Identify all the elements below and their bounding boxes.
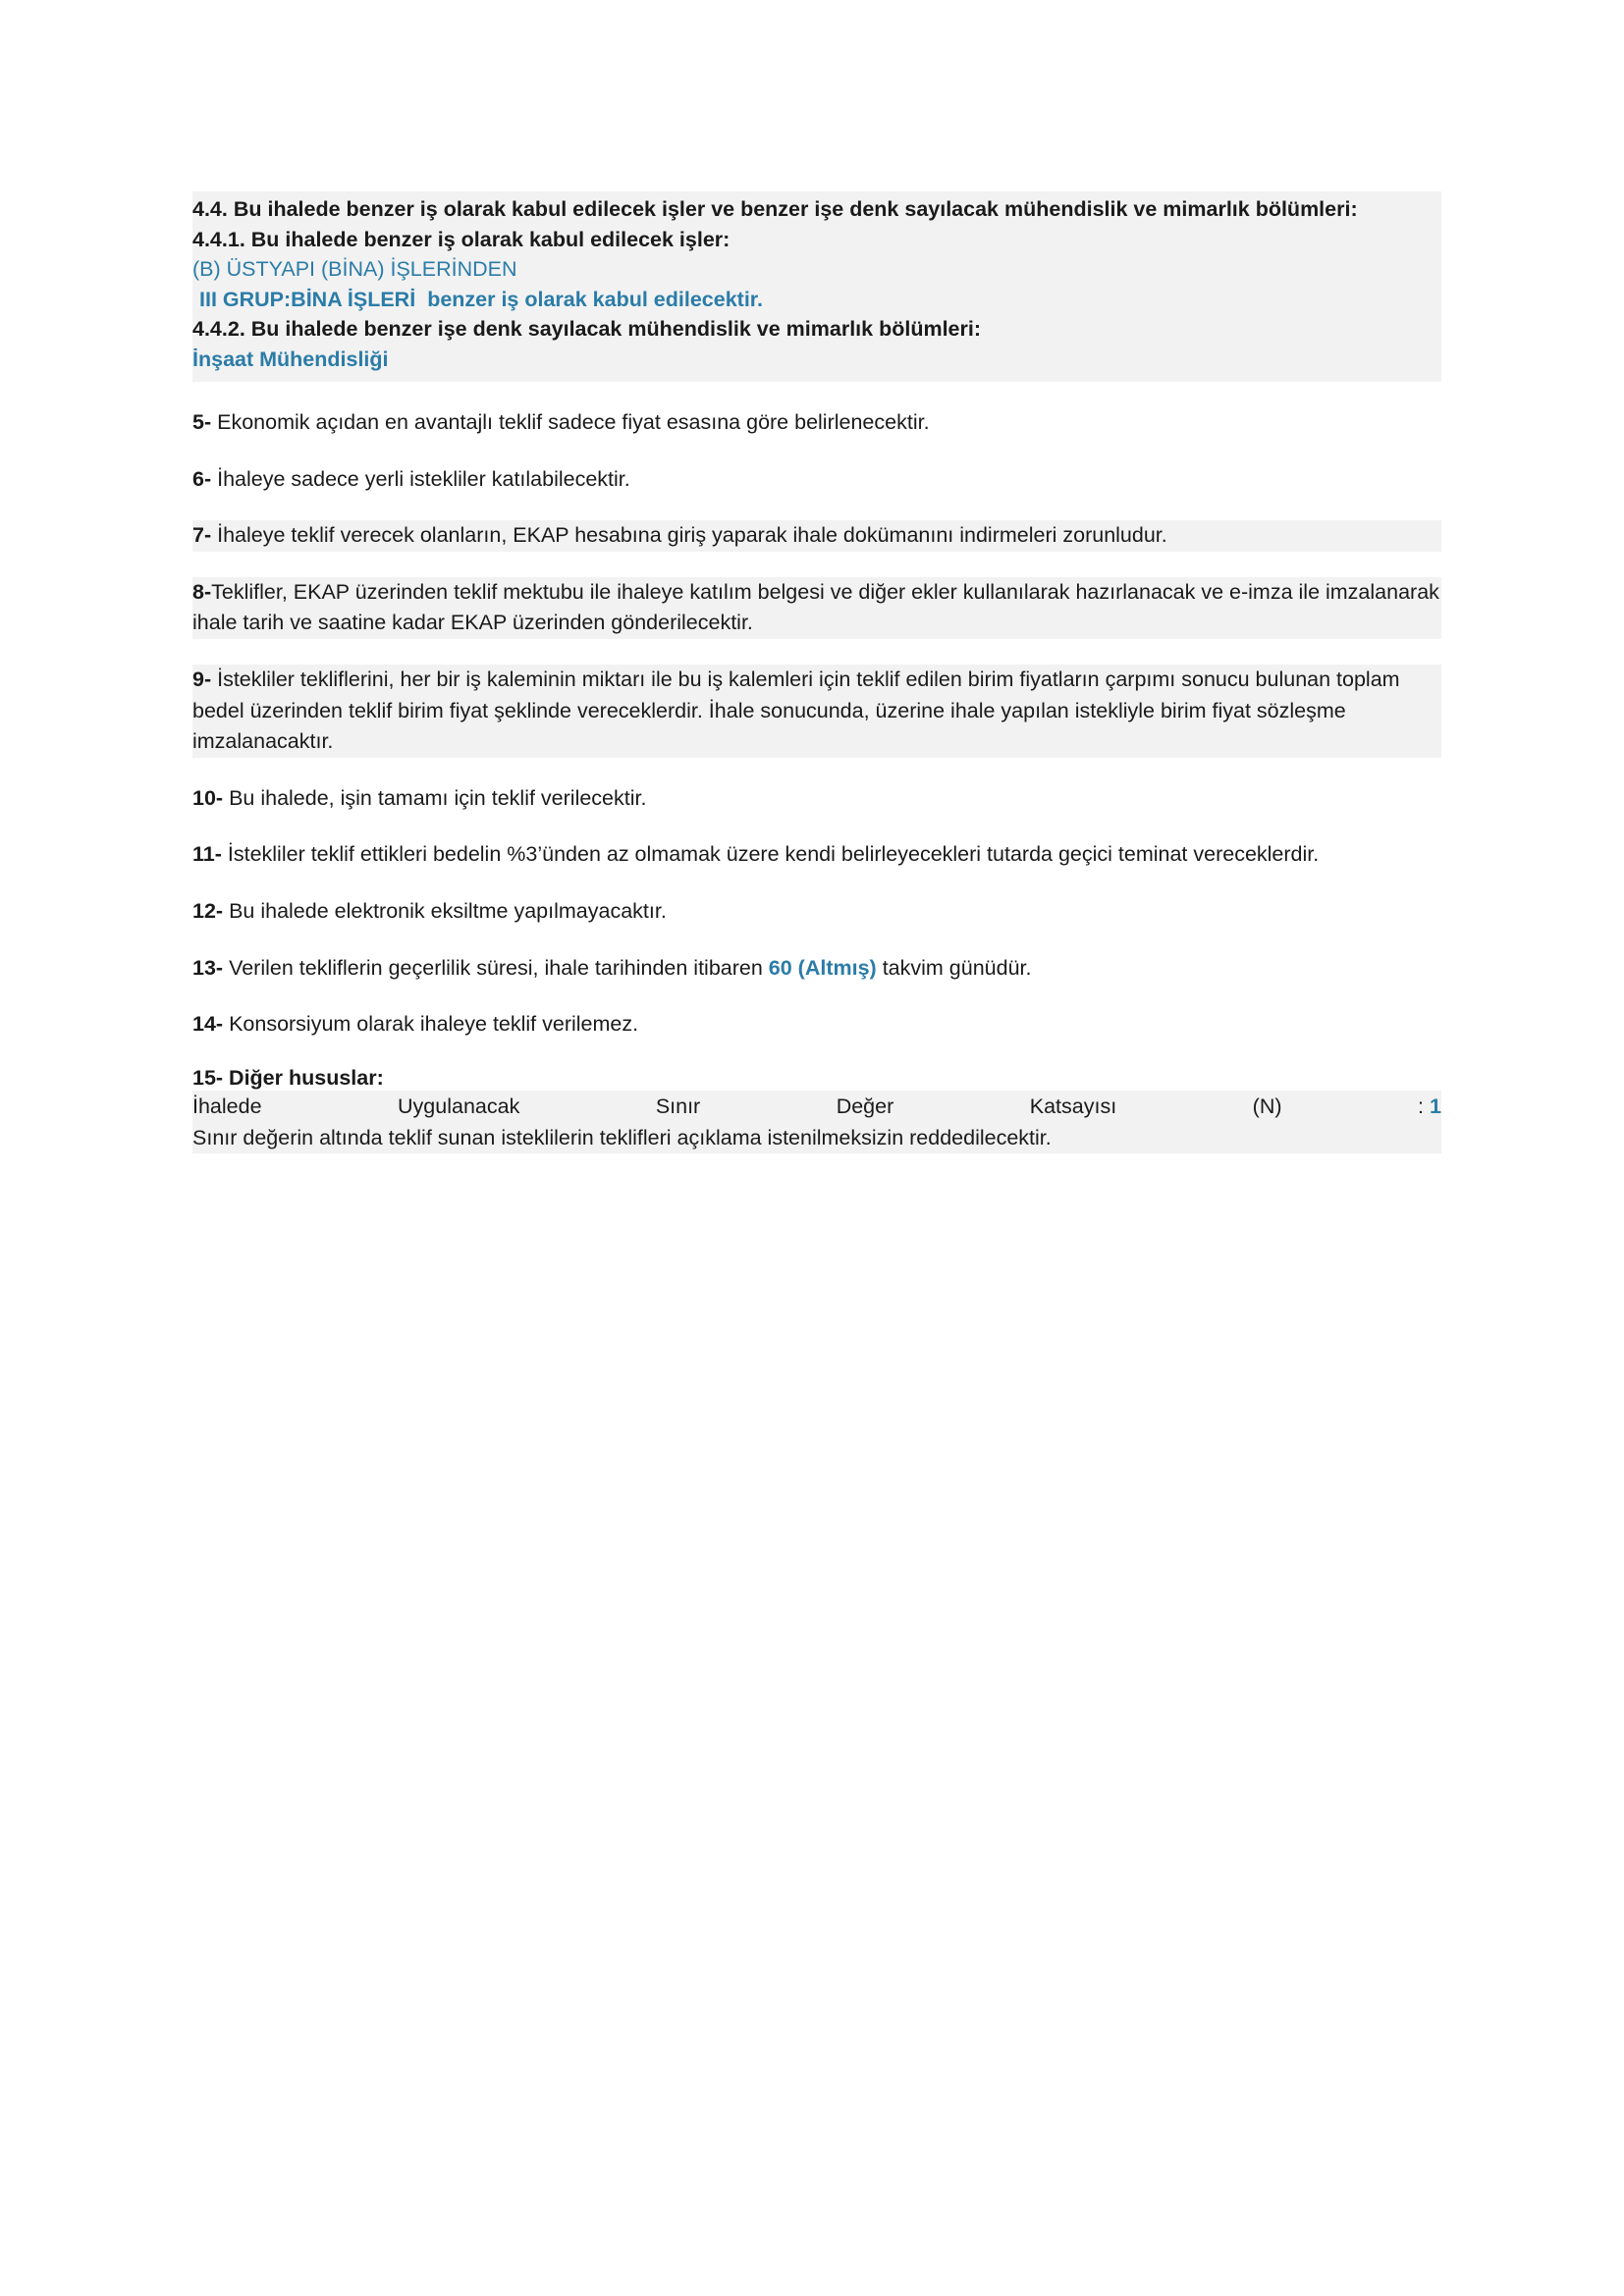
list-item <box>192 896 1441 928</box>
list-item <box>192 953 1441 985</box>
list-item <box>192 665 1441 758</box>
item-14 <box>192 1009 1441 1041</box>
row-word-1: İhalede <box>192 1094 262 1118</box>
item-7 <box>192 520 1441 552</box>
item-6 <box>192 464 1441 496</box>
item-9 <box>192 665 1441 758</box>
section-4-4-2-heading: 4.4.2. Bu ihalede benzer işe denk sayılacak mühendislik ve mimarlık bölümleri: <box>192 317 981 342</box>
item-5 <box>192 407 1441 439</box>
item-8-text: Teklifler, EKAP üzerinden teklif mektubu ile ihaleye katılım belgesi ve diğer ekler kullanılarak hazırlanacak ve e-imza ile imzalanarak ihale tarih ve saatine kadar EKAP üzerinden gönderilecektir. <box>192 579 1439 635</box>
row-word-3: Sınır <box>655 1094 701 1118</box>
group-accepted-text: benzer iş olarak kabul edilecektir. <box>427 287 763 311</box>
item-14-number: 14- <box>192 1012 224 1037</box>
row-word-4: Değer <box>836 1094 894 1118</box>
engineering-branch: İnşaat Mühendisliği <box>192 347 389 371</box>
row-value-group <box>1418 1091 1441 1122</box>
list-item <box>192 839 1441 871</box>
section-4-4-1-heading: 4.4.1. Bu ihalede benzer iş olarak kabul edilecek işler: <box>192 227 731 251</box>
item-12-number: 12- <box>192 899 224 924</box>
item-13 <box>192 953 1441 985</box>
item-13-text-before: Verilen tekliflerin geçerlilik süresi, ihale tarihinden itibaren <box>229 955 763 980</box>
item-13-text-after: takvim günüdür. <box>882 955 1032 980</box>
limit-value-coefficient: 1 <box>1429 1094 1441 1118</box>
item-5-text: Ekonomik açıdan en avantajlı teklif sadece fiyat esasına göre belirlenecektir. <box>217 410 930 435</box>
item-10-text: Bu ihalede, işin tamamı için teklif verilecektir. <box>229 785 647 810</box>
list-item <box>192 783 1441 815</box>
list-item <box>192 1009 1441 1041</box>
item-7-text: İhaleye teklif verecek olanların, EKAP hesabına giriş yaparak ihale dokümanını indirmeleri zorunludur. <box>217 523 1167 548</box>
similar-work-group-line-2 <box>192 285 1441 315</box>
list-item <box>192 407 1441 439</box>
item-6-number: 6- <box>192 466 212 491</box>
group-label: III GRUP:BİNA İŞLERİ <box>199 287 416 311</box>
item-12 <box>192 896 1441 928</box>
item-9-text: İstekliler tekliflerini, her bir iş kaleminin miktarı ile bu iş kalemleri için teklif edilen birim fiyatların çarpımı sonucu bulunan toplam bedel üzerinden teklif birim fiyat şeklinde vereceklerdir. İhale sonucunda, üzerine ihale yapılan istekliyle birim fiyat sözleşme imzalanacaktır. <box>192 667 1400 754</box>
row-colon: : <box>1418 1094 1424 1118</box>
section-4-4-block <box>192 191 1441 382</box>
item-8-number: 8- <box>192 579 212 604</box>
list-item <box>192 464 1441 496</box>
similar-work-group-line-1: (B) ÜSTYAPI (BİNA) İŞLERİNDEN <box>192 257 517 282</box>
item-9-number: 9- <box>192 667 212 692</box>
item-5-number: 5- <box>192 410 212 435</box>
item-6-text: İhaleye sadece yerli istekliler katılabilecektir. <box>217 466 630 491</box>
item-8 <box>192 577 1441 639</box>
item-14-text: Konsorsiyum olarak ihaleye teklif verilemez. <box>229 1012 639 1037</box>
item-10 <box>192 783 1441 815</box>
list-item <box>192 577 1441 639</box>
item-11-number: 11- <box>192 842 222 867</box>
item-11-text: İstekliler teklif ettikleri bedelin %3’ünden az olmamak üzere kendi belirleyecekleri tutarda geçici teminat vereceklerdir. <box>227 842 1320 867</box>
item-13-number: 13- <box>192 955 224 980</box>
item-10-number: 10- <box>192 785 224 810</box>
row-word-5: Katsayısı <box>1029 1094 1117 1118</box>
row-word-2: Uygulanacak <box>398 1094 520 1118</box>
other-matters-title: 15- Diğer hususlar: <box>192 1065 384 1090</box>
document-content <box>192 191 1441 1153</box>
item-13-validity-period: 60 (Altmış) <box>768 955 877 980</box>
limit-value-coefficient-row <box>192 1091 1441 1122</box>
other-matters-tail: Sınır değerin altında teklif sunan isteklilerin teklifleri açıklama istenilmeksizin reddedilecektir. <box>192 1122 1441 1153</box>
other-matters-block <box>192 1066 1441 1154</box>
list-item <box>192 520 1441 552</box>
section-4-4-heading: 4.4. Bu ihalede benzer iş olarak kabul edilecek işler ve benzer işe denk sayılacak mühendislik ve mimarlık bölümleri: <box>192 197 1358 221</box>
row-word-6: (N) <box>1252 1094 1282 1118</box>
item-11 <box>192 839 1441 871</box>
item-12-text: Bu ihalede elektronik eksiltme yapılmayacaktır. <box>229 899 667 924</box>
item-7-number: 7- <box>192 523 212 548</box>
